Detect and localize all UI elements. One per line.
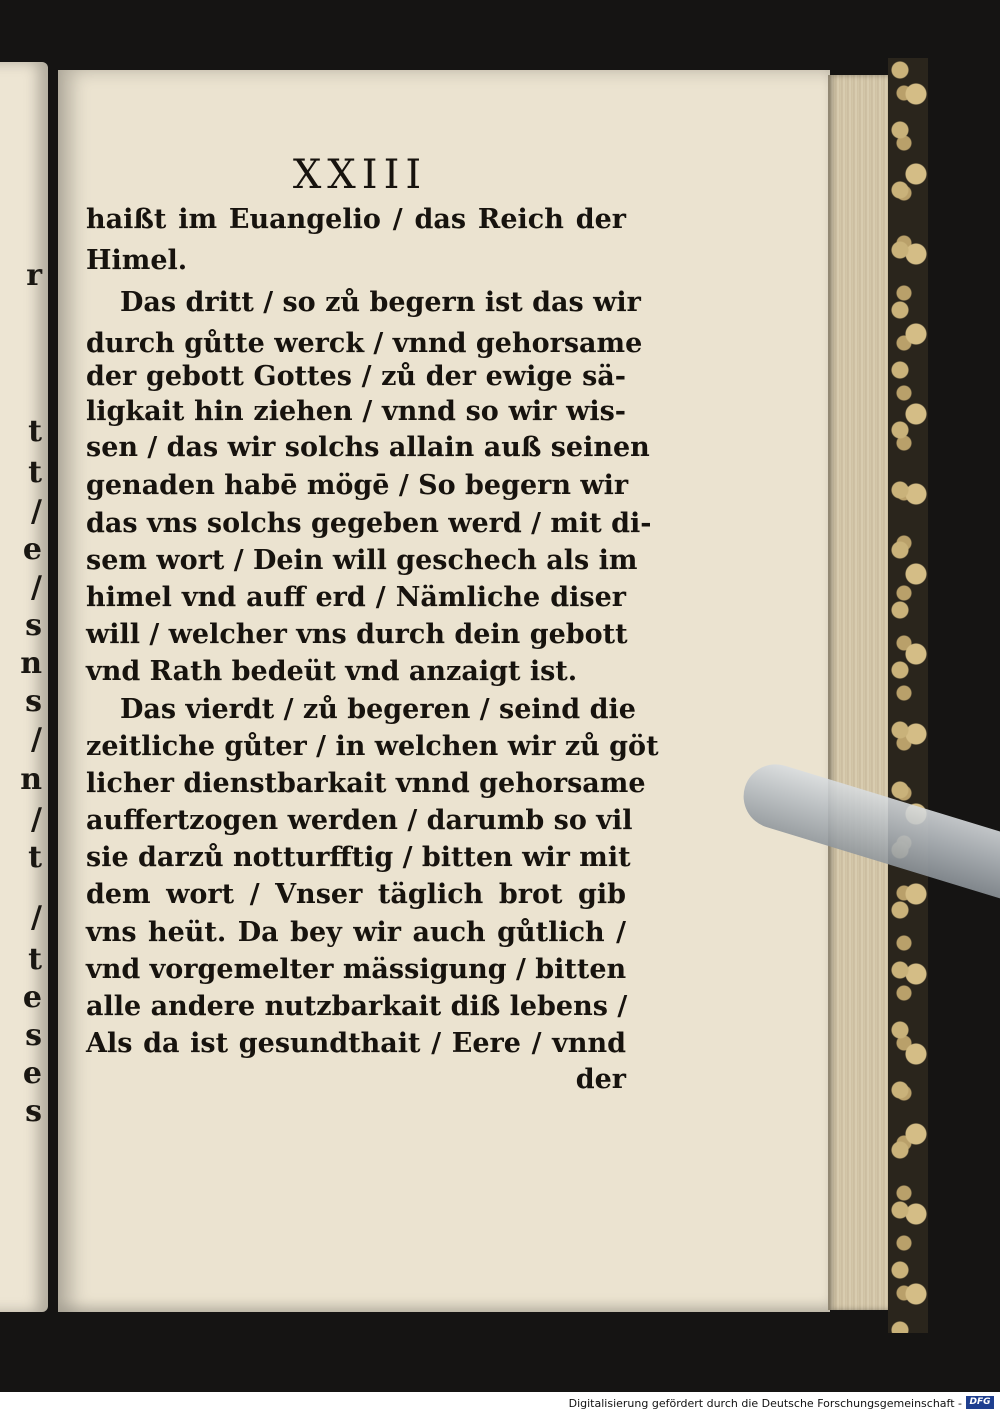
page-number: XXIII <box>292 152 428 198</box>
left-page-fragment: e <box>22 1056 42 1091</box>
text-line: will / welcher vns durch dein gebott <box>86 619 628 650</box>
left-page-fragment: n <box>20 646 42 681</box>
text-line: auffertzogen werden / darumb so vil <box>86 805 633 836</box>
text-line: Als da ist gesundthait / Eere / vnnd <box>86 1028 626 1059</box>
left-page-fragment: s <box>25 1094 42 1129</box>
text-line: vns heüt. Da bey wir auch gůtlich / <box>86 917 626 948</box>
left-page-fragment: s <box>25 608 42 643</box>
text-line: dem wort / Vnser täglich brot gib <box>86 879 626 910</box>
left-page-fragment: n <box>20 762 42 797</box>
text-line: sie darzů notturfftig / bitten wir mit <box>86 842 631 873</box>
left-page-fragment: s <box>25 684 42 719</box>
left-page-fragment: / <box>31 570 42 605</box>
text-line: sen / das wir solchs allain auß seinen <box>86 432 650 463</box>
left-page-fragment: s <box>25 1018 42 1053</box>
text-line: das vns solchs gegeben werd / mit di- <box>86 508 652 539</box>
left-page-fragment: t <box>28 942 42 977</box>
text-line: vnd vorgemelter mässigung / bitten <box>86 954 627 985</box>
left-page-fragment: e <box>22 980 42 1015</box>
text-line: durch gůtte werck / vnnd gehorsame <box>86 328 643 359</box>
left-page-fragment: / <box>31 722 42 757</box>
left-page-fragment: e <box>22 532 42 567</box>
left-page-fragment: / <box>31 802 42 837</box>
text-line: ligkait hin ziehen / vnnd so wir wis- <box>86 396 626 427</box>
text-line: Himel. <box>86 245 188 276</box>
funding-credit: Digitalisierung gefördert durch die Deutsche Forschungsgemeinschaft - <box>568 1397 962 1410</box>
text-line: der gebott Gottes / zů der ewige sä- <box>86 361 626 392</box>
text-line: haißt im Euangelio / das Reich der <box>86 204 626 235</box>
left-page-fragment: r <box>26 258 42 293</box>
catchword: der <box>575 1064 626 1095</box>
text-line: licher dienstbarkait vnnd gehorsame <box>86 768 646 799</box>
text-line: himel vnd auff erd / Nämliche diser <box>86 582 626 613</box>
page-edges <box>828 75 890 1310</box>
text-line: zeitliche gůter / in welchen wir zů göt <box>86 731 659 762</box>
left-page-edge <box>0 62 48 1312</box>
text-line: sem wort / Dein will geschech als im <box>86 545 638 576</box>
left-page-fragment: / <box>31 900 42 935</box>
text-line: genaden habē mögē / So begern wir <box>86 470 629 501</box>
text-line: Das vierdt / zů begeren / seind die <box>120 694 636 725</box>
left-page-fragment: t <box>28 840 42 875</box>
marbled-cover <box>888 58 928 1333</box>
dfg-logo: DFG <box>966 1396 994 1409</box>
text-line: alle andere nutzbarkait diß lebens / <box>86 991 628 1022</box>
text-line: Das dritt / so zů begern ist das wir <box>120 287 641 318</box>
text-line: vnd Rath bedeüt vnd anzaigt ist. <box>86 656 578 687</box>
left-page-fragment: / <box>31 494 42 529</box>
left-page-fragment: t <box>28 414 42 449</box>
left-page-fragment: t <box>28 455 42 490</box>
